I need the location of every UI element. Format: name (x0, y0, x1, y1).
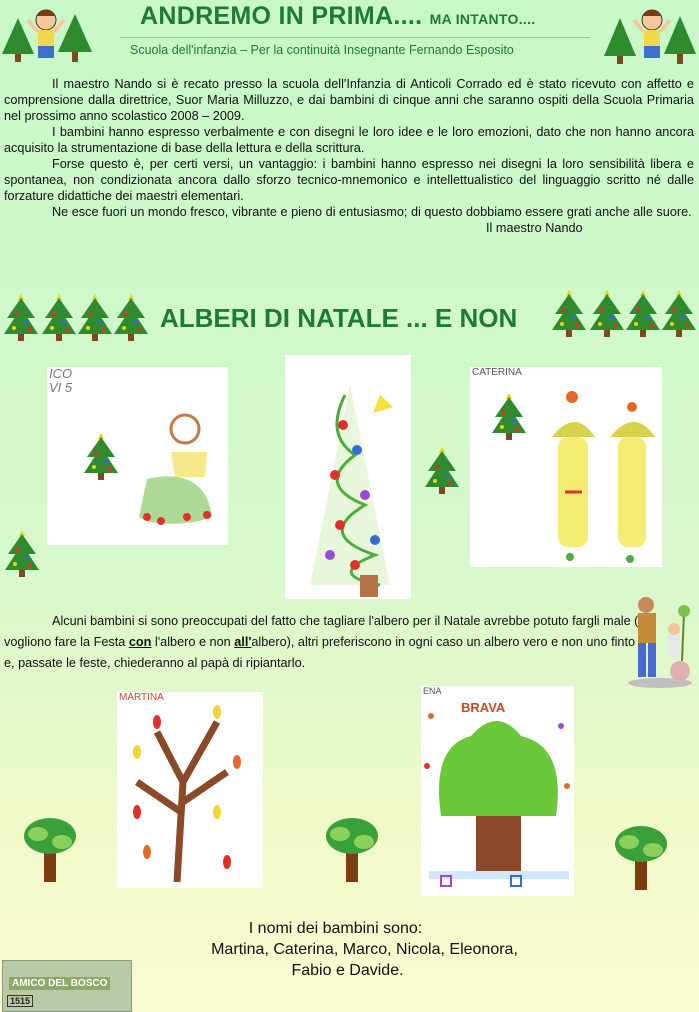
christmas-tree-icon (114, 294, 148, 341)
gardener-clipart (622, 593, 698, 689)
signature: Il maestro Nando (486, 221, 583, 235)
intro-text (4, 76, 694, 235)
amico-del-bosco-logo[interactable] (2, 960, 132, 1012)
christmas-trees-left (2, 286, 152, 346)
title-divider (120, 37, 590, 38)
emphasis-all: all' (234, 635, 252, 649)
christmas-tree-icon (78, 294, 112, 341)
intro-paragraph-text: Ne esce fuori un mondo fresco, vibrante e pieno di entusiasmo; di questo dobbiamo essere grati anche alle suore. (52, 205, 692, 219)
christmas-tree-icon (82, 427, 122, 483)
page-title (140, 2, 535, 31)
section-heading: ALBERI DI NATALE ... E NON (160, 303, 518, 333)
christmas-tree-icon (590, 290, 624, 337)
header-right-clipart (600, 0, 699, 66)
christmas-tree-icon (424, 443, 460, 497)
drawing-word: BRAVA (461, 700, 506, 715)
drawing-label: MARTINA (119, 692, 164, 703)
christmas-trees-right (550, 282, 699, 342)
leafy-tree-icon (611, 820, 671, 892)
story-text (4, 611, 644, 674)
child-drawing-4 (117, 692, 263, 888)
christmas-tree-icon (552, 290, 586, 337)
child-drawing-3 (470, 367, 662, 567)
emphasis-con: con (128, 635, 152, 649)
header-left-clipart (0, 0, 100, 66)
logo-number: 1515 (7, 995, 33, 1007)
christmas-tree-icon (4, 526, 40, 580)
child-drawing-2 (285, 355, 411, 599)
christmas-tree-icon (42, 294, 76, 341)
title-suffix: MA INTANTO.... (429, 11, 536, 27)
logo-text: AMICO DEL BOSCO (9, 977, 110, 990)
drawing-label: CATERINA (472, 367, 522, 378)
page-subtitle: Scuola dell'infanzia – Per la continuità Insegnante Fernando Esposito (130, 43, 514, 57)
names-heading: I nomi dei bambini sono: (248, 920, 423, 937)
christmas-tree-icon (626, 290, 660, 337)
christmas-tree-icon (662, 290, 696, 337)
christmas-tree-icon (490, 387, 530, 443)
intro-paragraph (4, 204, 694, 235)
intro-paragraph: Il maestro Nando si è recato presso la scuola dell'Infanzia di Anticoli Corrado ed è stato ricevuto con affetto e comprensione dalla direttrice, Suor Maria Milluzzo, e dai bambini di cinque anni che saranno ospiti della Scuola Primaria nel prossimo anno scolastico 2008 – 2009. (4, 77, 694, 123)
intro-paragraph: I bambini hanno espresso verbalmente e con disegni le loro idee e le loro emozioni, dato che non hanno ancora acquisito la strumentazione di base della lettura e della scrittura. (4, 125, 694, 155)
intro-paragraph: Forse questo è, per certi versi, un vantaggio: i bambini hanno espresso nei disegni la loro sensibilità libera e spontanea, non condizionata ancora dallo sforzo tecnico-mnemonico e intellettualistico del linguaggio scritto né dalle forzature didattiche dei maestri elementari. (4, 157, 694, 203)
drawing-label: ICO VI 5 (49, 367, 73, 395)
drawing-label: ENA (423, 686, 442, 696)
christmas-tree-icon (4, 294, 38, 341)
child-icon (634, 10, 670, 58)
story-paragraph: Alcuni bambini si sono preoccupati del fatto che tagliare l'albero per il Natale avrebbe potuto fargli male ( vogliono fare la Festa con l'albero e non all'albero), altri preferiscono in ogni caso un albero vero e non uno finto e, passate le feste, chiederanno al papà di ripiantarlo. (4, 614, 639, 670)
leafy-tree-icon (20, 812, 80, 884)
names-line: Martina, Caterina, Marco, Nicola, Eleonora, (211, 941, 518, 958)
names-line: Fabio e Davide. (291, 962, 404, 979)
leafy-tree-icon (322, 812, 382, 884)
title-text: ANDREMO IN PRIMA.... (140, 2, 423, 30)
child-drawing-5 (421, 686, 574, 896)
child-drawing-1 (47, 367, 228, 545)
